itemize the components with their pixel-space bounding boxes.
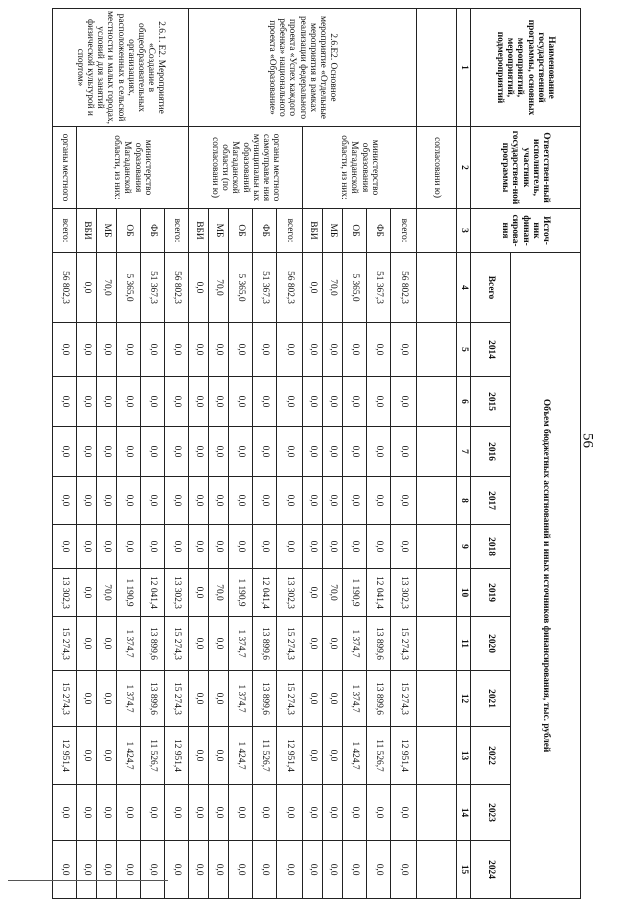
value-cell: 0,0 — [323, 617, 343, 671]
table-header — [457, 9, 581, 899]
source-cell: ОБ — [229, 209, 253, 253]
total-cell: 0,0 — [303, 253, 323, 323]
value-cell: 0,0 — [253, 841, 277, 899]
responsible-ministry-cell: министерство образования Магаданской области, из них: — [303, 127, 417, 209]
value-cell: 0,0 — [77, 477, 97, 525]
value-cell: 0,0 — [209, 727, 229, 785]
page-number: 56 — [579, 433, 596, 448]
funding-table — [52, 8, 581, 899]
source-cell: ФБ — [253, 209, 277, 253]
value-cell: 0,0 — [77, 841, 97, 899]
value-cell: 0,0 — [97, 785, 117, 841]
value-cell: 0,0 — [391, 377, 417, 427]
value-cell: 0,0 — [97, 671, 117, 727]
value-cell: 0,0 — [209, 377, 229, 427]
value-cell: 0,0 — [209, 323, 229, 377]
value-cell: 0,0 — [277, 323, 303, 377]
empty-cell — [417, 569, 457, 617]
column-number: 9 — [457, 525, 471, 569]
header-funding: Объем бюджетных ассигнований и иных источников финансирования, тыс. рублей — [511, 253, 581, 899]
value-cell: 70,0 — [97, 569, 117, 617]
header-year: 2014 — [471, 323, 511, 377]
value-cell: 0,0 — [303, 569, 323, 617]
value-cell: 0,0 — [343, 377, 367, 427]
value-cell: 0,0 — [323, 427, 343, 477]
value-cell: 0,0 — [97, 727, 117, 785]
value-cell: 0,0 — [209, 671, 229, 727]
measure-name-cell: 2.6.Е2. Основное мероприятие «Отдельные мероприятия в рамках реализации федерального проекта «Успех каждого ребенка» национального проекта «Образование» — [189, 9, 417, 127]
value-cell: 0,0 — [367, 323, 391, 377]
value-cell: 0,0 — [253, 377, 277, 427]
total-cell: 5 365,0 — [343, 253, 367, 323]
value-cell: 70,0 — [323, 569, 343, 617]
value-cell: 12 041,4 — [367, 569, 391, 617]
value-cell: 0,0 — [189, 525, 209, 569]
total-cell: 51 367,3 — [367, 253, 391, 323]
value-cell: 0,0 — [253, 323, 277, 377]
empty-cell — [417, 477, 457, 525]
fragment-name-cell — [417, 9, 457, 127]
value-cell: 0,0 — [391, 477, 417, 525]
value-cell: 0,0 — [343, 477, 367, 525]
total-cell: 70,0 — [97, 253, 117, 323]
value-cell: 0,0 — [229, 841, 253, 899]
value-cell: 0,0 — [229, 323, 253, 377]
value-cell: 0,0 — [323, 785, 343, 841]
value-cell: 0,0 — [97, 617, 117, 671]
value-cell: 0,0 — [323, 477, 343, 525]
value-cell: 11 526,7 — [141, 727, 165, 785]
header-year: 2017 — [471, 477, 511, 525]
total-cell: 70,0 — [209, 253, 229, 323]
value-cell: 0,0 — [77, 785, 97, 841]
value-cell: 1 190,9 — [229, 569, 253, 617]
value-cell: 0,0 — [229, 427, 253, 477]
header-total: Всего — [471, 253, 511, 323]
value-cell: 0,0 — [323, 525, 343, 569]
value-cell: 1 374,7 — [117, 617, 141, 671]
value-cell: 0,0 — [165, 841, 189, 899]
value-cell: 12 951,4 — [165, 727, 189, 785]
value-cell: 12 951,4 — [277, 727, 303, 785]
value-cell: 1 424,7 — [229, 727, 253, 785]
column-number: 6 — [457, 377, 471, 427]
value-cell: 0,0 — [391, 841, 417, 899]
column-number: 2 — [457, 127, 471, 209]
value-cell: 0,0 — [367, 841, 391, 899]
total-cell: 56 802,3 — [391, 253, 417, 323]
value-cell: 0,0 — [303, 323, 323, 377]
value-cell: 0,0 — [391, 785, 417, 841]
value-cell: 0,0 — [141, 323, 165, 377]
value-cell: 0,0 — [77, 617, 97, 671]
source-cell: ФБ — [367, 209, 391, 253]
value-cell: 0,0 — [141, 427, 165, 477]
value-cell: 0,0 — [53, 841, 77, 899]
value-cell: 15 274,3 — [277, 617, 303, 671]
value-cell: 0,0 — [209, 617, 229, 671]
header-source: Источ-ник финан-сирова-ния — [471, 209, 581, 253]
value-cell: 13 302,3 — [391, 569, 417, 617]
table-row — [53, 9, 77, 899]
value-cell: 0,0 — [229, 477, 253, 525]
value-cell: 12 951,4 — [391, 727, 417, 785]
column-number: 13 — [457, 727, 471, 785]
source-cell: ФБ — [141, 209, 165, 253]
value-cell: 0,0 — [277, 477, 303, 525]
value-cell: 0,0 — [165, 427, 189, 477]
value-cell: 0,0 — [367, 377, 391, 427]
header-year: 2023 — [471, 785, 511, 841]
value-cell: 0,0 — [229, 377, 253, 427]
total-cell: 5 365,0 — [117, 253, 141, 323]
value-cell: 0,0 — [343, 785, 367, 841]
value-cell: 0,0 — [189, 671, 209, 727]
value-cell: 13 302,3 — [165, 569, 189, 617]
total-cell: 0,0 — [189, 253, 209, 323]
value-cell: 0,0 — [53, 377, 77, 427]
total-cell: 5 365,0 — [229, 253, 253, 323]
value-cell: 0,0 — [229, 785, 253, 841]
value-cell: 1 424,7 — [117, 727, 141, 785]
source-cell: ОБ — [343, 209, 367, 253]
value-cell: 1 374,7 — [343, 671, 367, 727]
value-cell: 15 274,3 — [53, 617, 77, 671]
value-cell: 1 190,9 — [117, 569, 141, 617]
value-cell: 0,0 — [391, 427, 417, 477]
total-cell: 51 367,3 — [141, 253, 165, 323]
source-cell: всего: — [277, 209, 303, 253]
value-cell: 0,0 — [209, 785, 229, 841]
source-cell: ОБ — [117, 209, 141, 253]
value-cell: 0,0 — [117, 477, 141, 525]
total-cell: 56 802,3 — [165, 253, 189, 323]
value-cell: 11 526,7 — [367, 727, 391, 785]
value-cell: 0,0 — [53, 785, 77, 841]
value-cell: 0,0 — [277, 785, 303, 841]
value-cell: 0,0 — [303, 477, 323, 525]
value-cell: 12 041,4 — [253, 569, 277, 617]
value-cell: 0,0 — [367, 785, 391, 841]
value-cell: 0,0 — [97, 525, 117, 569]
column-number: 14 — [457, 785, 471, 841]
source-cell: МБ — [209, 209, 229, 253]
value-cell: 0,0 — [53, 323, 77, 377]
column-number: 4 — [457, 253, 471, 323]
value-cell: 0,0 — [97, 477, 117, 525]
source-cell: всего: — [391, 209, 417, 253]
value-cell: 0,0 — [53, 525, 77, 569]
value-cell: 0,0 — [97, 323, 117, 377]
value-cell: 0,0 — [141, 841, 165, 899]
header-numbers-row — [457, 9, 471, 899]
value-cell: 15 274,3 — [53, 671, 77, 727]
value-cell: 0,0 — [77, 569, 97, 617]
value-cell: 0,0 — [209, 841, 229, 899]
responsible-local-cell: органы местного самоуправле ния муниципальн ых образований Магаданской области (по согласовани ю) — [189, 127, 303, 209]
empty-cell — [417, 671, 457, 727]
value-cell: 0,0 — [189, 427, 209, 477]
total-cell: 0,0 — [77, 253, 97, 323]
value-cell: 0,0 — [189, 323, 209, 377]
value-cell: 0,0 — [141, 477, 165, 525]
value-cell: 0,0 — [77, 671, 97, 727]
value-cell: 15 274,3 — [165, 617, 189, 671]
header-year: 2021 — [471, 671, 511, 727]
empty-cell — [417, 525, 457, 569]
value-cell: 0,0 — [277, 427, 303, 477]
value-cell: 0,0 — [367, 525, 391, 569]
value-cell: 11 526,7 — [253, 727, 277, 785]
value-cell: 0,0 — [343, 323, 367, 377]
value-cell: 0,0 — [303, 841, 323, 899]
value-cell: 0,0 — [165, 477, 189, 525]
value-cell: 15 274,3 — [391, 671, 417, 727]
value-cell: 13 899,6 — [367, 617, 391, 671]
column-number: 10 — [457, 569, 471, 617]
empty-cell — [417, 377, 457, 427]
value-cell: 0,0 — [253, 525, 277, 569]
footnote-separator — [8, 880, 168, 881]
value-cell: 0,0 — [97, 427, 117, 477]
empty-cell — [417, 617, 457, 671]
value-cell: 0,0 — [277, 377, 303, 427]
table-row — [277, 9, 303, 899]
value-cell: 1 190,9 — [343, 569, 367, 617]
total-cell: 51 367,3 — [253, 253, 277, 323]
value-cell: 0,0 — [117, 785, 141, 841]
value-cell: 0,0 — [117, 525, 141, 569]
column-number: 12 — [457, 671, 471, 727]
fragment-row — [417, 9, 457, 899]
value-cell: 0,0 — [141, 785, 165, 841]
value-cell: 0,0 — [165, 377, 189, 427]
value-cell: 0,0 — [117, 323, 141, 377]
value-cell: 0,0 — [367, 427, 391, 477]
value-cell: 0,0 — [303, 525, 323, 569]
empty-cell — [417, 841, 457, 899]
responsible-ministry-cell: министерство образования Магаданской области, из них: — [77, 127, 189, 209]
header-responsible: Ответствен-ный исполнитель, участник государствен-ной программы — [471, 127, 581, 209]
header-year: 2015 — [471, 377, 511, 427]
value-cell: 0,0 — [303, 785, 323, 841]
header-name: Наименование государственной программы, основных мероприятий, мероприятий, подмероприятий — [471, 9, 581, 127]
empty-cell — [417, 323, 457, 377]
empty-cell — [417, 427, 457, 477]
value-cell: 0,0 — [165, 785, 189, 841]
value-cell: 0,0 — [77, 427, 97, 477]
value-cell: 0,0 — [117, 377, 141, 427]
value-cell: 0,0 — [277, 525, 303, 569]
value-cell: 0,0 — [189, 785, 209, 841]
table-body — [53, 9, 457, 899]
value-cell: 0,0 — [323, 377, 343, 427]
value-cell: 0,0 — [53, 477, 77, 525]
value-cell: 0,0 — [209, 477, 229, 525]
value-cell: 13 899,6 — [141, 617, 165, 671]
value-cell: 0,0 — [209, 525, 229, 569]
value-cell: 13 302,3 — [53, 569, 77, 617]
value-cell: 70,0 — [209, 569, 229, 617]
value-cell: 0,0 — [189, 477, 209, 525]
value-cell: 0,0 — [323, 727, 343, 785]
value-cell: 0,0 — [323, 841, 343, 899]
value-cell: 0,0 — [53, 427, 77, 477]
value-cell: 12 041,4 — [141, 569, 165, 617]
header-year: 2018 — [471, 525, 511, 569]
empty-cell — [417, 253, 457, 323]
table-row — [165, 9, 189, 899]
value-cell: 13 899,6 — [253, 617, 277, 671]
value-cell: 0,0 — [343, 525, 367, 569]
value-cell: 0,0 — [97, 841, 117, 899]
header-year: 2020 — [471, 617, 511, 671]
value-cell: 0,0 — [117, 841, 141, 899]
value-cell: 0,0 — [391, 525, 417, 569]
value-cell: 0,0 — [141, 525, 165, 569]
fragment-responsible-cell: согласовани ю) — [417, 127, 457, 209]
header-year: 2019 — [471, 569, 511, 617]
value-cell: 0,0 — [141, 377, 165, 427]
value-cell: 15 274,3 — [391, 617, 417, 671]
value-cell: 0,0 — [343, 841, 367, 899]
value-cell: 0,0 — [77, 525, 97, 569]
value-cell: 15 274,3 — [277, 671, 303, 727]
value-cell: 0,0 — [189, 841, 209, 899]
value-cell: 1 374,7 — [343, 617, 367, 671]
value-cell: 0,0 — [253, 477, 277, 525]
responsible-local-cell: органы местного — [53, 127, 77, 209]
value-cell: 15 274,3 — [165, 671, 189, 727]
value-cell: 0,0 — [165, 525, 189, 569]
value-cell: 0,0 — [303, 671, 323, 727]
source-cell: всего: — [165, 209, 189, 253]
total-cell: 70,0 — [323, 253, 343, 323]
column-number: 15 — [457, 841, 471, 899]
source-cell: ВБИ — [189, 209, 209, 253]
total-cell: 56 802,3 — [53, 253, 77, 323]
header-year: 2024 — [471, 841, 511, 899]
value-cell: 0,0 — [303, 427, 323, 477]
value-cell: 0,0 — [323, 671, 343, 727]
source-cell: ВБИ — [77, 209, 97, 253]
header-year: 2022 — [471, 727, 511, 785]
value-cell: 0,0 — [77, 377, 97, 427]
value-cell: 1 374,7 — [229, 617, 253, 671]
source-cell: всего: — [53, 209, 77, 253]
value-cell: 0,0 — [343, 427, 367, 477]
column-number: 11 — [457, 617, 471, 671]
source-cell: МБ — [323, 209, 343, 253]
value-cell: 0,0 — [303, 727, 323, 785]
value-cell: 0,0 — [229, 525, 253, 569]
value-cell: 0,0 — [209, 427, 229, 477]
value-cell: 0,0 — [189, 377, 209, 427]
value-cell: 0,0 — [165, 323, 189, 377]
measure-name-cell: 2.6.1. Е2. Мероприятие «Создание в общеобразовательных организациях, расположенных в сельской местности и малых городах, условий для занятий физической культурой и спортом» — [53, 9, 189, 127]
value-cell: 0,0 — [253, 785, 277, 841]
value-cell: 0,0 — [253, 427, 277, 477]
source-cell: МБ — [97, 209, 117, 253]
value-cell: 1 424,7 — [343, 727, 367, 785]
value-cell: 0,0 — [189, 617, 209, 671]
value-cell: 0,0 — [77, 727, 97, 785]
value-cell: 0,0 — [303, 377, 323, 427]
value-cell: 1 374,7 — [229, 671, 253, 727]
empty-cell — [417, 727, 457, 785]
value-cell: 0,0 — [97, 377, 117, 427]
value-cell: 12 951,4 — [53, 727, 77, 785]
value-cell: 0,0 — [189, 727, 209, 785]
empty-cell — [417, 209, 457, 253]
total-cell: 56 802,3 — [277, 253, 303, 323]
value-cell: 0,0 — [303, 617, 323, 671]
value-cell: 0,0 — [77, 323, 97, 377]
value-cell: 0,0 — [277, 841, 303, 899]
value-cell: 0,0 — [367, 477, 391, 525]
value-cell: 13 899,6 — [367, 671, 391, 727]
source-cell: ВБИ — [303, 209, 323, 253]
value-cell: 0,0 — [391, 323, 417, 377]
value-cell: 13 302,3 — [277, 569, 303, 617]
value-cell: 1 374,7 — [117, 671, 141, 727]
value-cell: 0,0 — [117, 427, 141, 477]
empty-cell — [417, 785, 457, 841]
value-cell: 0,0 — [323, 323, 343, 377]
rotated-table-wrapper — [61, 8, 581, 898]
value-cell: 0,0 — [189, 569, 209, 617]
header-year: 2016 — [471, 427, 511, 477]
value-cell: 13 899,6 — [141, 671, 165, 727]
table-row — [391, 9, 417, 899]
column-number: 1 — [457, 9, 471, 127]
column-number: 8 — [457, 477, 471, 525]
column-number: 7 — [457, 427, 471, 477]
column-number: 5 — [457, 323, 471, 377]
column-number: 3 — [457, 209, 471, 253]
value-cell: 13 899,6 — [253, 671, 277, 727]
